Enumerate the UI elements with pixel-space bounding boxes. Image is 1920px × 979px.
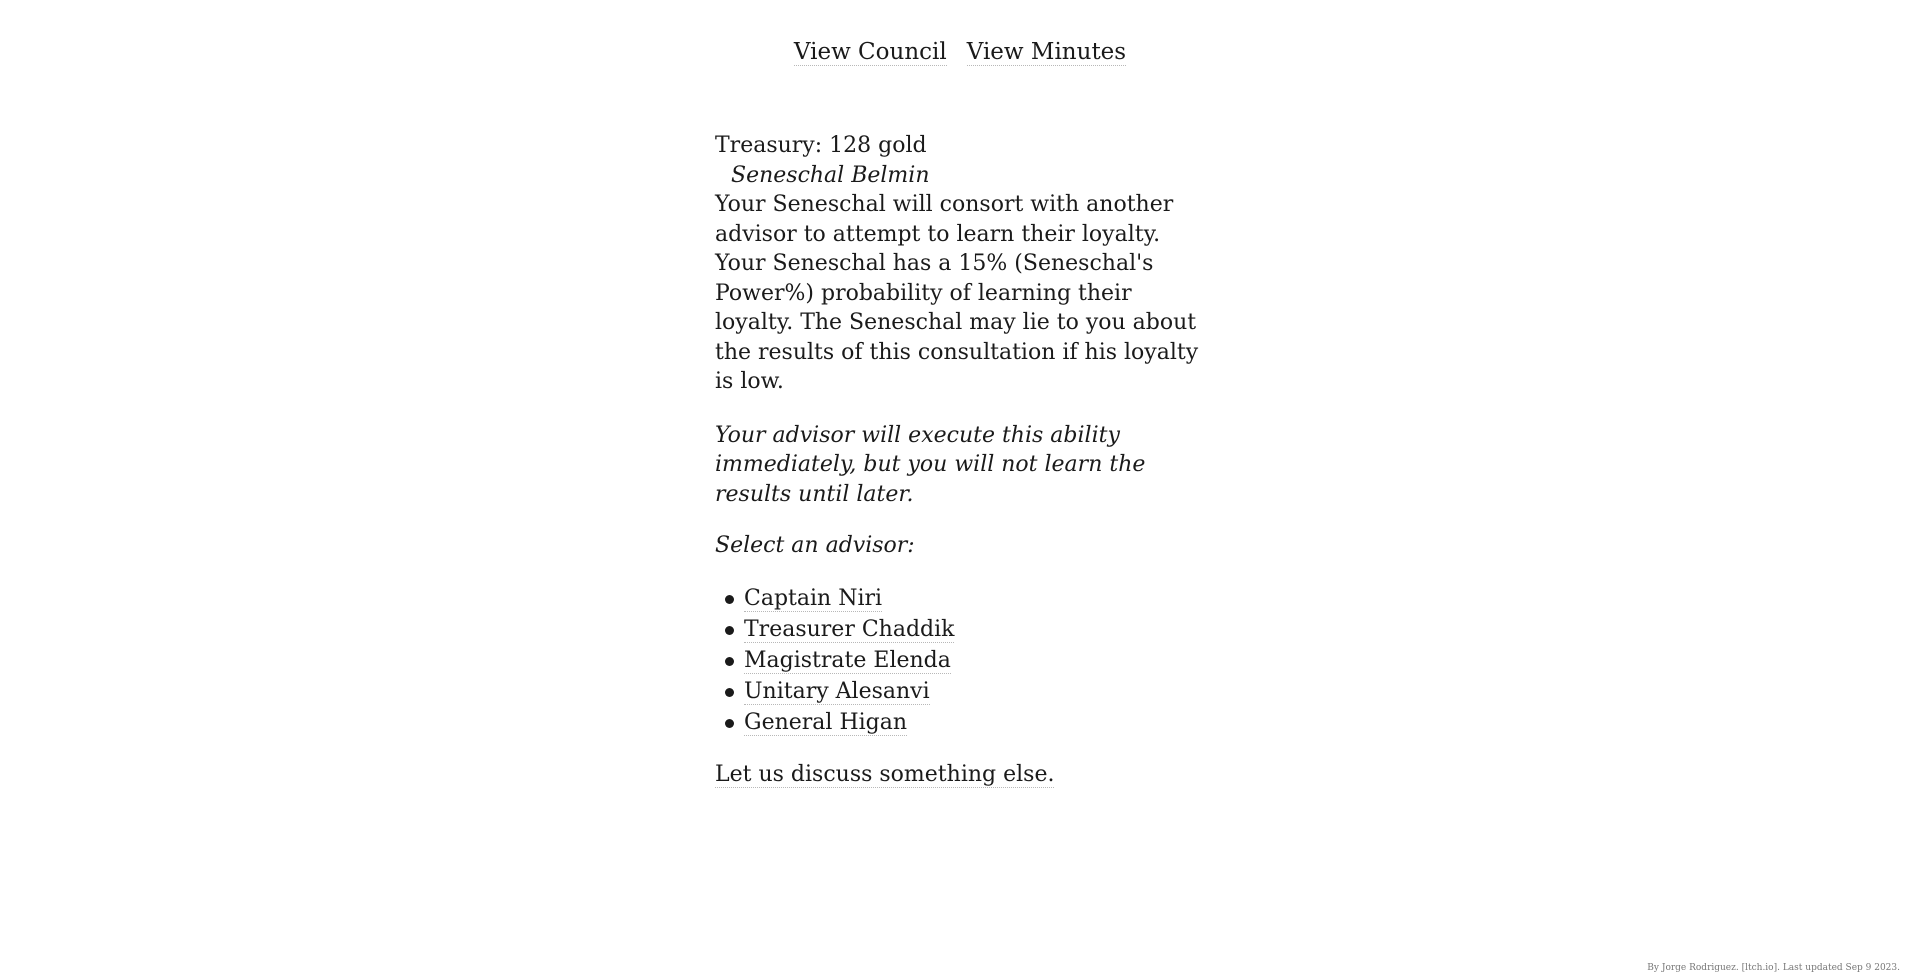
advisor-list (715, 583, 1210, 738)
select-advisor-prompt: Select an advisor: (715, 533, 915, 558)
advisor-link-captain-niri[interactable]: Captain Niri (744, 585, 883, 611)
advisor-link-magistrate-elenda[interactable]: Magistrate Elenda (744, 647, 951, 673)
top-nav (0, 37, 1920, 67)
advisor-link-treasurer-chaddik[interactable]: Treasurer Chaddik (744, 616, 955, 642)
view-council-link[interactable]: View Council (793, 39, 947, 65)
list-item (744, 614, 1210, 645)
view-minutes-link[interactable]: View Minutes (966, 39, 1127, 65)
execution-note: Your advisor will execute this ability immediately, but you will not learn the results until later. (715, 422, 1146, 507)
ability-description: Your Seneschal will consort with another advisor to attempt to learn their loyalty. Your Seneschal has a 15% (Seneschal's Power%) probability of learning their loyalty. The Seneschal may lie to you about the results of this consultation if his loyalty is low. (715, 192, 1199, 394)
advisor-link-unitary-alesanvi[interactable]: Unitary Alesanvi (744, 678, 930, 704)
list-item (744, 645, 1210, 676)
advisor-link-general-higan[interactable]: General Higan (744, 709, 908, 735)
list-item (744, 676, 1210, 707)
back-paragraph (715, 760, 1210, 790)
main-content (715, 131, 1210, 789)
advisor-name: Seneschal Belmin (731, 162, 930, 188)
treasury-text: Treasury: 128 gold (715, 133, 927, 158)
discuss-something-else-link[interactable]: Let us discuss something else. (715, 761, 1055, 787)
footer-credits: By Jorge Rodriguez. [ltch.io]. Last updated Sep 9 2023. (1647, 963, 1900, 973)
list-item (744, 707, 1210, 738)
list-item (744, 583, 1210, 614)
